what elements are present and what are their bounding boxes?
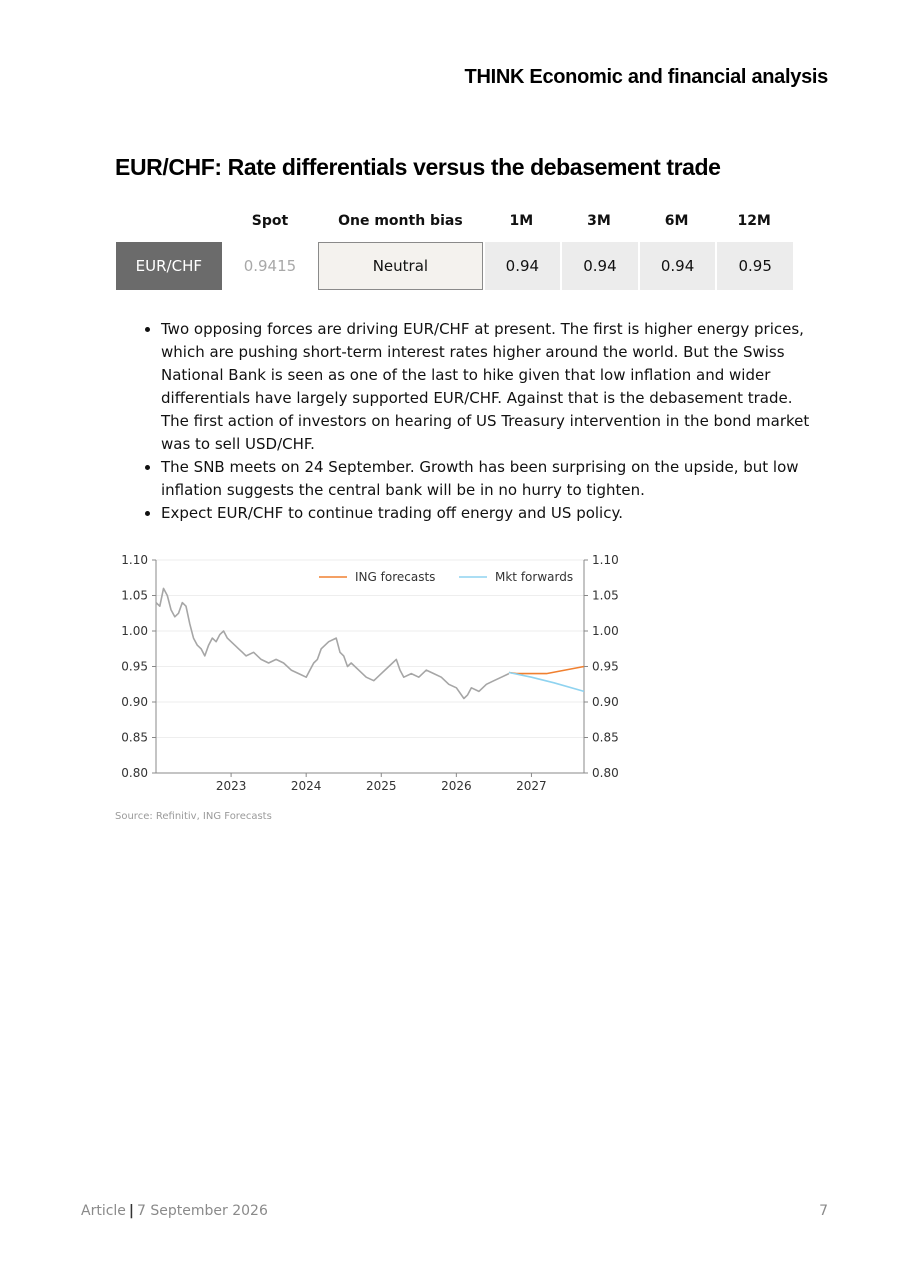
currency-pair-cell: EUR/CHF xyxy=(116,242,222,290)
series-line-0 xyxy=(156,588,509,698)
y-tick-label-left: 1.10 xyxy=(121,553,148,567)
bullet-item: • Expect EUR/CHF to continue trading off energy and US policy. xyxy=(161,502,811,525)
series-line-1 xyxy=(509,667,584,674)
footer-separator: | xyxy=(128,1203,135,1219)
table-header-6m: 6M xyxy=(664,213,689,229)
y-tick-label-left: 0.85 xyxy=(121,730,148,745)
y-tick-label-left: 0.80 xyxy=(121,766,148,780)
y-tick-label-right: 0.80 xyxy=(592,766,619,780)
x-tick-label: 2024 xyxy=(290,779,322,793)
x-tick-label: 2026 xyxy=(441,779,472,793)
bullet-list xyxy=(143,318,811,525)
y-tick-label-left: 0.95 xyxy=(121,659,148,674)
y-tick-label-right: 0.90 xyxy=(592,695,619,709)
page-number: 7 xyxy=(819,1203,828,1219)
x-tick-label: 2025 xyxy=(365,779,397,793)
chart-source: Source: Refinitiv, ING Forecasts xyxy=(115,811,272,822)
table-header-12m: 12M xyxy=(737,213,771,229)
spot-cell: 0.9415 xyxy=(222,242,319,290)
table-header-spot: Spot xyxy=(251,213,289,229)
y-tick-label-left: 0.90 xyxy=(121,695,148,709)
y-tick-label-right: 1.00 xyxy=(592,624,619,638)
eurchf-chart xyxy=(112,548,632,803)
x-tick-label: 2027 xyxy=(516,779,547,793)
table-header-row xyxy=(116,200,793,242)
section-title: EUR/CHF: Rate differentials versus the debasement trade xyxy=(115,154,721,180)
y-tick-label-left: 1.05 xyxy=(121,588,148,603)
forecast-table xyxy=(116,200,793,290)
report-header-title: THINK Economic and financial analysis xyxy=(464,66,828,88)
table-header-1m: 1M xyxy=(509,213,534,229)
y-tick-label-right: 0.85 xyxy=(592,730,619,745)
series-line-2 xyxy=(509,673,584,692)
legend-label: ING forecasts xyxy=(355,570,436,584)
bias-cell: Neutral xyxy=(318,242,482,290)
y-tick-label-right: 1.05 xyxy=(592,588,619,603)
y-tick-label-right: 1.10 xyxy=(592,553,619,567)
forecast-1m-cell: 0.94 xyxy=(483,242,561,290)
y-tick-label-left: 1.00 xyxy=(121,624,148,638)
table-header-3m: 3M xyxy=(587,213,611,229)
bullet-item: • The SNB meets on 24 September. Growth has been surprising on the upside, but low inflation suggests the central bank will be in no hurry to tighten. xyxy=(161,456,811,502)
forecast-12m-cell: 0.95 xyxy=(715,242,793,290)
footer-article xyxy=(81,1203,268,1219)
forecast-3m-cell: 0.94 xyxy=(560,242,638,290)
table-row xyxy=(116,242,793,290)
footer-date: 7 September 2026 xyxy=(137,1203,268,1219)
legend-label: Mkt forwards xyxy=(495,570,574,584)
y-tick-label-right: 0.95 xyxy=(592,659,619,674)
table-header-blank xyxy=(116,200,222,242)
bullet-item: • Two opposing forces are driving EUR/CHF at present. The first is higher energy prices, which are pushing short-term interest rates higher around the world. But the Swiss National Bank is seen as one of the last to hike given that low inflation and wider differentials have largely supported EUR/CHF. Against that is the debasement trade. The first action of investors on hearing of US Treasury intervention in the bond market was to sell USD/CHF. xyxy=(161,318,811,456)
forecast-6m-cell: 0.94 xyxy=(638,242,716,290)
footer-label: Article xyxy=(81,1203,126,1219)
x-tick-label: 2023 xyxy=(215,779,247,793)
table-header-bias: One month bias xyxy=(338,213,463,229)
